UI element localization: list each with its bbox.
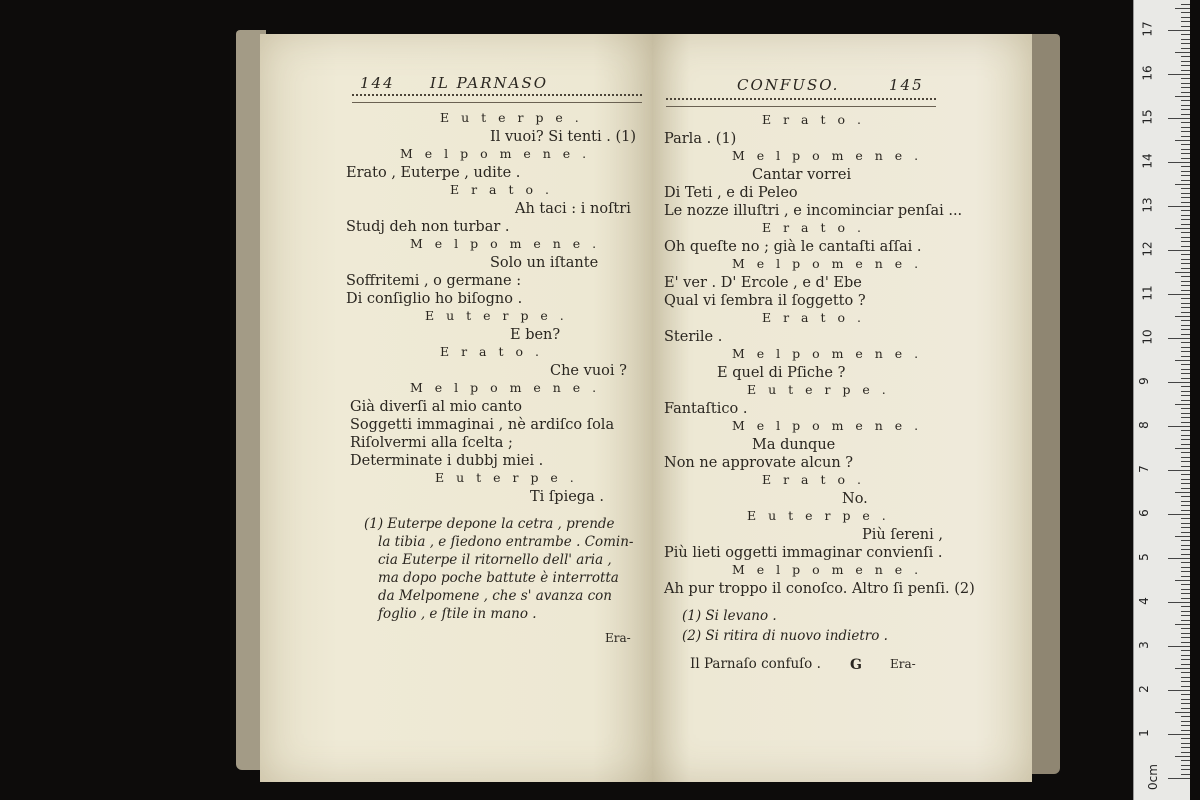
ruler-tick [1168, 646, 1190, 647]
running-title-right: CONFUSO. [737, 76, 840, 94]
ruler-tick [1181, 241, 1190, 242]
left-line-speaker: E u t e r p e . [425, 308, 568, 323]
ruler-tick [1181, 100, 1190, 101]
right-line-speaker: E r a t o . [762, 112, 865, 127]
ruler-label: 6 [1136, 509, 1151, 517]
ruler-tick [1181, 342, 1190, 343]
left-line-speaker: M e l p o m e n e . [410, 236, 601, 251]
ruler-tick [1181, 254, 1190, 255]
right-line-speaker: M e l p o m e n e . [732, 418, 923, 433]
ruler-tick [1181, 197, 1190, 198]
ruler-tick [1181, 224, 1190, 225]
ruler-tick [1181, 114, 1190, 115]
footnote-line: cia Euterpe il ritornello dell' aria , [378, 552, 612, 568]
ruler-label: 5 [1136, 553, 1151, 561]
footnote-line: la tibia , e ſiedono entrambe . Comin- [378, 534, 634, 550]
ruler-tick [1181, 320, 1190, 321]
ruler-tick [1181, 78, 1190, 79]
ruler-tick [1181, 34, 1190, 35]
ruler-tick [1181, 672, 1190, 673]
ruler-tick [1181, 545, 1190, 546]
ruler-tick [1181, 743, 1190, 744]
ruler-tick [1181, 628, 1190, 629]
footnote-line: (1) Si levano . [682, 608, 777, 624]
right-line-speaker: E r a t o . [762, 310, 865, 325]
ruler-tick [1181, 210, 1190, 211]
ruler-tick [1181, 765, 1190, 766]
ruler-tick [1181, 312, 1190, 313]
left-line-verse: Solo un iſtante [490, 255, 599, 271]
ruler-tick [1181, 122, 1190, 123]
right-line-verse: Ma dunque [752, 437, 836, 453]
ruler-tick [1181, 193, 1190, 194]
ruler-tick [1181, 510, 1190, 511]
ruler-tick [1181, 232, 1190, 233]
ruler-tick [1181, 395, 1190, 396]
left-line-verse: Soggetti immaginai , nè ardiſco ſola [350, 417, 615, 433]
ruler-tick [1181, 532, 1190, 533]
footnote-line: ma dopo poche battute è interrotta [378, 570, 619, 586]
ruler-tick [1181, 408, 1190, 409]
left-page [260, 34, 653, 782]
ruler-tick [1181, 329, 1190, 330]
left-line-verse: Ah taci : i noſtri [515, 201, 631, 217]
ruler-tick [1181, 769, 1190, 770]
ruler-tick [1181, 444, 1190, 445]
right-line-speaker: M e l p o m e n e . [732, 148, 923, 163]
ruler-label: 14 [1140, 153, 1155, 169]
ruler-tick [1181, 738, 1190, 739]
ruler-tick [1181, 611, 1190, 612]
ruler-tick [1181, 400, 1190, 401]
ruler-tick [1181, 290, 1190, 291]
ruler-tick [1181, 70, 1190, 71]
ruler-tick [1181, 549, 1190, 550]
left-line-verse: Ti ſpiega . [530, 489, 604, 505]
ruler-label: 13 [1140, 197, 1155, 213]
ruler-tick [1181, 576, 1190, 577]
page-number-right: 145 [889, 76, 924, 94]
ruler-tick [1181, 298, 1190, 299]
left-line-verse: Di conſiglio ho biſogno . [346, 291, 523, 307]
ruler-tick [1181, 501, 1190, 502]
right-line-verse: Qual vi ſembra il ſoggetto ? [664, 293, 866, 309]
right-line-verse: Non ne approvate alcun ? [664, 455, 854, 471]
ruler-tick [1175, 140, 1190, 141]
ruler-tick [1175, 228, 1190, 229]
ruler-tick [1181, 659, 1190, 660]
ruler-tick [1168, 338, 1190, 339]
right-line-speaker: M e l p o m e n e . [732, 562, 923, 577]
ruler-tick [1181, 188, 1190, 189]
ruler-tick [1168, 206, 1190, 207]
ruler-tick [1181, 725, 1190, 726]
ruler-tick [1181, 430, 1190, 431]
ruler-tick [1175, 52, 1190, 53]
ruler-tick [1181, 56, 1190, 57]
ruler-label: 17 [1140, 21, 1155, 37]
ruler-tick [1181, 466, 1190, 467]
right-line-verse: E' ver . D' Ercole , e d' Ebe [664, 275, 862, 291]
right-page [652, 34, 1032, 782]
ruler-tick [1168, 118, 1190, 119]
left-line-speaker: E u t e r p e . [440, 110, 583, 125]
ruler-tick [1181, 43, 1190, 44]
ruler-tick [1181, 598, 1190, 599]
ruler-tick [1168, 470, 1190, 471]
ruler-label: 0cm [1145, 764, 1160, 790]
ruler-tick [1175, 668, 1190, 669]
signature-mark: G [850, 657, 862, 673]
ruler-tick [1181, 21, 1190, 22]
ruler-tick [1181, 518, 1190, 519]
header-ornament-right [666, 98, 936, 107]
ruler-tick [1181, 285, 1190, 286]
ruler-tick [1175, 184, 1190, 185]
ruler-label: 10 [1140, 329, 1155, 345]
left-line-speaker: M e l p o m e n e . [400, 146, 591, 161]
ruler-tick [1181, 699, 1190, 700]
right-line-speaker: M e l p o m e n e . [732, 346, 923, 361]
signature-line: Il Parnaſo confuſo . [690, 656, 821, 672]
ruler-label: 12 [1140, 241, 1155, 257]
left-line-verse: E ben? [510, 327, 561, 343]
ruler-tick [1181, 356, 1190, 357]
ruler-tick [1181, 452, 1190, 453]
left-line-verse: Già diverſi al mio canto [350, 399, 522, 415]
ruler-tick [1168, 690, 1190, 691]
ruler-tick [1181, 655, 1190, 656]
header-ornament-left [352, 94, 642, 103]
ruler-tick [1181, 347, 1190, 348]
ruler-tick [1181, 620, 1190, 621]
ruler-tick [1181, 369, 1190, 370]
ruler-tick [1168, 250, 1190, 251]
ruler-tick [1181, 417, 1190, 418]
ruler-tick [1168, 30, 1190, 31]
right-line-verse: E quel di Pſiche ? [717, 365, 846, 381]
ruler-tick [1181, 158, 1190, 159]
ruler-tick [1181, 435, 1190, 436]
ruler-tick [1181, 488, 1190, 489]
right-line-verse: Cantar vorrei [752, 167, 852, 183]
left-line-speaker: M e l p o m e n e . [410, 380, 601, 395]
ruler-tick [1175, 492, 1190, 493]
ruler-tick [1175, 756, 1190, 757]
right-line-verse: Sterile . [664, 329, 723, 345]
ruler-tick [1181, 215, 1190, 216]
left-line-speaker: E u t e r p e . [435, 470, 578, 485]
right-line-verse: Ah pur troppo il conoſco. Altro ſi penſi. (2) [664, 581, 975, 597]
ruler-label: 7 [1136, 465, 1151, 473]
ruler-tick [1181, 747, 1190, 748]
ruler-tick [1181, 105, 1190, 106]
ruler-tick [1181, 681, 1190, 682]
ruler-tick [1181, 268, 1190, 269]
ruler-tick [1181, 554, 1190, 555]
right-line-verse: Fantaſtico . [664, 401, 748, 417]
ruler-tick [1181, 144, 1190, 145]
ruler-tick [1181, 694, 1190, 695]
left-line-verse: Determinate i dubbj miei . [350, 453, 544, 469]
ruler-tick [1181, 386, 1190, 387]
ruler-tick [1175, 8, 1190, 9]
ruler-tick [1181, 457, 1190, 458]
ruler-tick [1181, 92, 1190, 93]
ruler-tick [1181, 219, 1190, 220]
ruler-tick [1168, 426, 1190, 427]
ruler-tick [1181, 571, 1190, 572]
ruler-tick [1181, 422, 1190, 423]
right-line-verse: Le nozze illuſtri , e incominciar penſai ... [664, 203, 963, 219]
ruler-tick [1181, 61, 1190, 62]
page-number-left: 144 [360, 74, 395, 92]
ruler-tick [1181, 65, 1190, 66]
ruler-tick [1181, 334, 1190, 335]
ruler-label: 2 [1136, 685, 1151, 693]
ruler-tick [1175, 360, 1190, 361]
ruler-tick [1181, 633, 1190, 634]
ruler-tick [1181, 474, 1190, 475]
ruler-tick [1168, 514, 1190, 515]
right-line-verse: Più lieti oggetti immaginar convienſi . [664, 545, 943, 561]
footnote-line: foglio , e ſtile in mano . [378, 606, 537, 622]
ruler-tick [1175, 712, 1190, 713]
ruler-tick [1181, 87, 1190, 88]
ruler-tick [1181, 527, 1190, 528]
ruler-tick [1181, 4, 1190, 5]
ruler-tick [1181, 373, 1190, 374]
ruler-tick [1175, 404, 1190, 405]
ruler-tick [1181, 131, 1190, 132]
ruler-tick [1181, 12, 1190, 13]
ruler-tick [1181, 149, 1190, 150]
ruler-tick [1181, 246, 1190, 247]
ruler-label: 3 [1136, 641, 1151, 649]
ruler-tick [1181, 237, 1190, 238]
left-line-verse: Il vuoi? Si tenti . (1) [490, 129, 637, 145]
left-line-verse: Erato , Euterpe , udite . [346, 165, 521, 181]
left-line-speaker: E r a t o . [440, 344, 543, 359]
ruler-label: 11 [1140, 285, 1155, 301]
ruler-tick [1181, 505, 1190, 506]
ruler-tick [1181, 351, 1190, 352]
ruler-tick [1181, 325, 1190, 326]
right-line-verse: Più ſereni , [862, 527, 943, 543]
ruler-tick [1181, 166, 1190, 167]
ruler-tick [1181, 637, 1190, 638]
ruler-tick [1181, 391, 1190, 392]
ruler-tick [1181, 263, 1190, 264]
ruler-tick [1168, 558, 1190, 559]
ruler-tick [1168, 602, 1190, 603]
ruler-tick [1181, 677, 1190, 678]
measurement-ruler [1133, 0, 1190, 800]
right-line-verse: Parla . (1) [664, 131, 737, 147]
ruler-tick [1181, 175, 1190, 176]
right-line-speaker: E u t e r p e . [747, 382, 890, 397]
ruler-tick [1175, 580, 1190, 581]
ruler-tick [1181, 153, 1190, 154]
ruler-tick [1181, 461, 1190, 462]
ruler-tick [1175, 96, 1190, 97]
ruler-tick [1181, 127, 1190, 128]
ruler-tick [1181, 540, 1190, 541]
ruler-label: 16 [1140, 65, 1155, 81]
ruler-label: 4 [1136, 597, 1151, 605]
ruler-label: 9 [1136, 377, 1151, 385]
right-line-speaker: E r a t o . [762, 220, 865, 235]
ruler-tick [1181, 259, 1190, 260]
right-line-verse: Di Teti , e di Peleo [664, 185, 798, 201]
ruler-tick [1181, 615, 1190, 616]
ruler-tick [1181, 708, 1190, 709]
ruler-tick [1181, 483, 1190, 484]
right-line-verse: No. [842, 491, 868, 507]
ruler-tick [1181, 567, 1190, 568]
ruler-tick [1181, 496, 1190, 497]
ruler-tick [1175, 448, 1190, 449]
ruler-tick [1181, 136, 1190, 137]
left-line-verse: Soffritemi , o germane : [346, 273, 522, 289]
ruler-tick [1181, 180, 1190, 181]
ruler-tick [1181, 760, 1190, 761]
ruler-tick [1181, 413, 1190, 414]
ruler-tick [1181, 686, 1190, 687]
ruler-tick [1181, 281, 1190, 282]
right-line-verse: Oh queſte no ; già le cantaſti aſſai . [664, 239, 922, 255]
ruler-tick [1181, 479, 1190, 480]
right-line-speaker: E r a t o . [762, 472, 865, 487]
ruler-tick [1181, 171, 1190, 172]
ruler-tick [1175, 624, 1190, 625]
ruler-label: 15 [1140, 109, 1155, 125]
ruler-tick [1181, 202, 1190, 203]
ruler-tick [1181, 642, 1190, 643]
ruler-tick [1181, 109, 1190, 110]
ruler-tick [1181, 584, 1190, 585]
ruler-tick [1181, 664, 1190, 665]
right-line-speaker: E u t e r p e . [747, 508, 890, 523]
left-line-speaker: E r a t o . [450, 182, 553, 197]
ruler-tick [1181, 439, 1190, 440]
ruler-tick [1175, 536, 1190, 537]
ruler-tick [1181, 83, 1190, 84]
left-line-verse: Che vuoi ? [550, 363, 627, 379]
ruler-tick [1181, 650, 1190, 651]
ruler-tick [1181, 26, 1190, 27]
ruler-label: 8 [1136, 421, 1151, 429]
ruler-tick [1181, 730, 1190, 731]
ruler-tick [1181, 774, 1190, 775]
ruler-tick [1181, 303, 1190, 304]
ruler-label: 1 [1136, 729, 1151, 737]
ruler-tick [1168, 382, 1190, 383]
ruler-tick [1181, 523, 1190, 524]
ruler-tick [1168, 734, 1190, 735]
footnote-line: (2) Si ritira di nuovo indietro . [682, 628, 888, 644]
ruler-tick [1181, 39, 1190, 40]
ruler-tick [1181, 703, 1190, 704]
ruler-tick [1181, 752, 1190, 753]
left-line-verse: Riſolvermi alla ſcelta ; [350, 435, 513, 451]
ruler-tick [1181, 17, 1190, 18]
catchword-left: Era- [605, 631, 631, 645]
ruler-tick [1181, 378, 1190, 379]
ruler-tick [1181, 364, 1190, 365]
ruler-tick [1181, 589, 1190, 590]
ruler-tick [1175, 272, 1190, 273]
ruler-tick [1175, 316, 1190, 317]
ruler-tick [1168, 74, 1190, 75]
footnote-line: (1) Euterpe depone la cetra , prende [364, 516, 615, 532]
ruler-tick [1181, 276, 1190, 277]
running-title-left: IL PARNASO [430, 74, 549, 92]
ruler-tick [1168, 778, 1190, 779]
ruler-tick [1181, 562, 1190, 563]
ruler-tick [1181, 307, 1190, 308]
left-line-verse: Studj deh non turbar . [346, 219, 510, 235]
ruler-tick [1168, 294, 1190, 295]
ruler-tick [1181, 721, 1190, 722]
ruler-tick [1181, 716, 1190, 717]
catchword-right: Era- [890, 657, 916, 671]
footnote-line: da Melpomene , che s' avanza con [378, 588, 612, 604]
open-book [236, 28, 1062, 782]
ruler-tick [1181, 48, 1190, 49]
ruler-tick [1168, 162, 1190, 163]
ruler-tick [1181, 606, 1190, 607]
right-line-speaker: M e l p o m e n e . [732, 256, 923, 271]
ruler-tick [1181, 593, 1190, 594]
